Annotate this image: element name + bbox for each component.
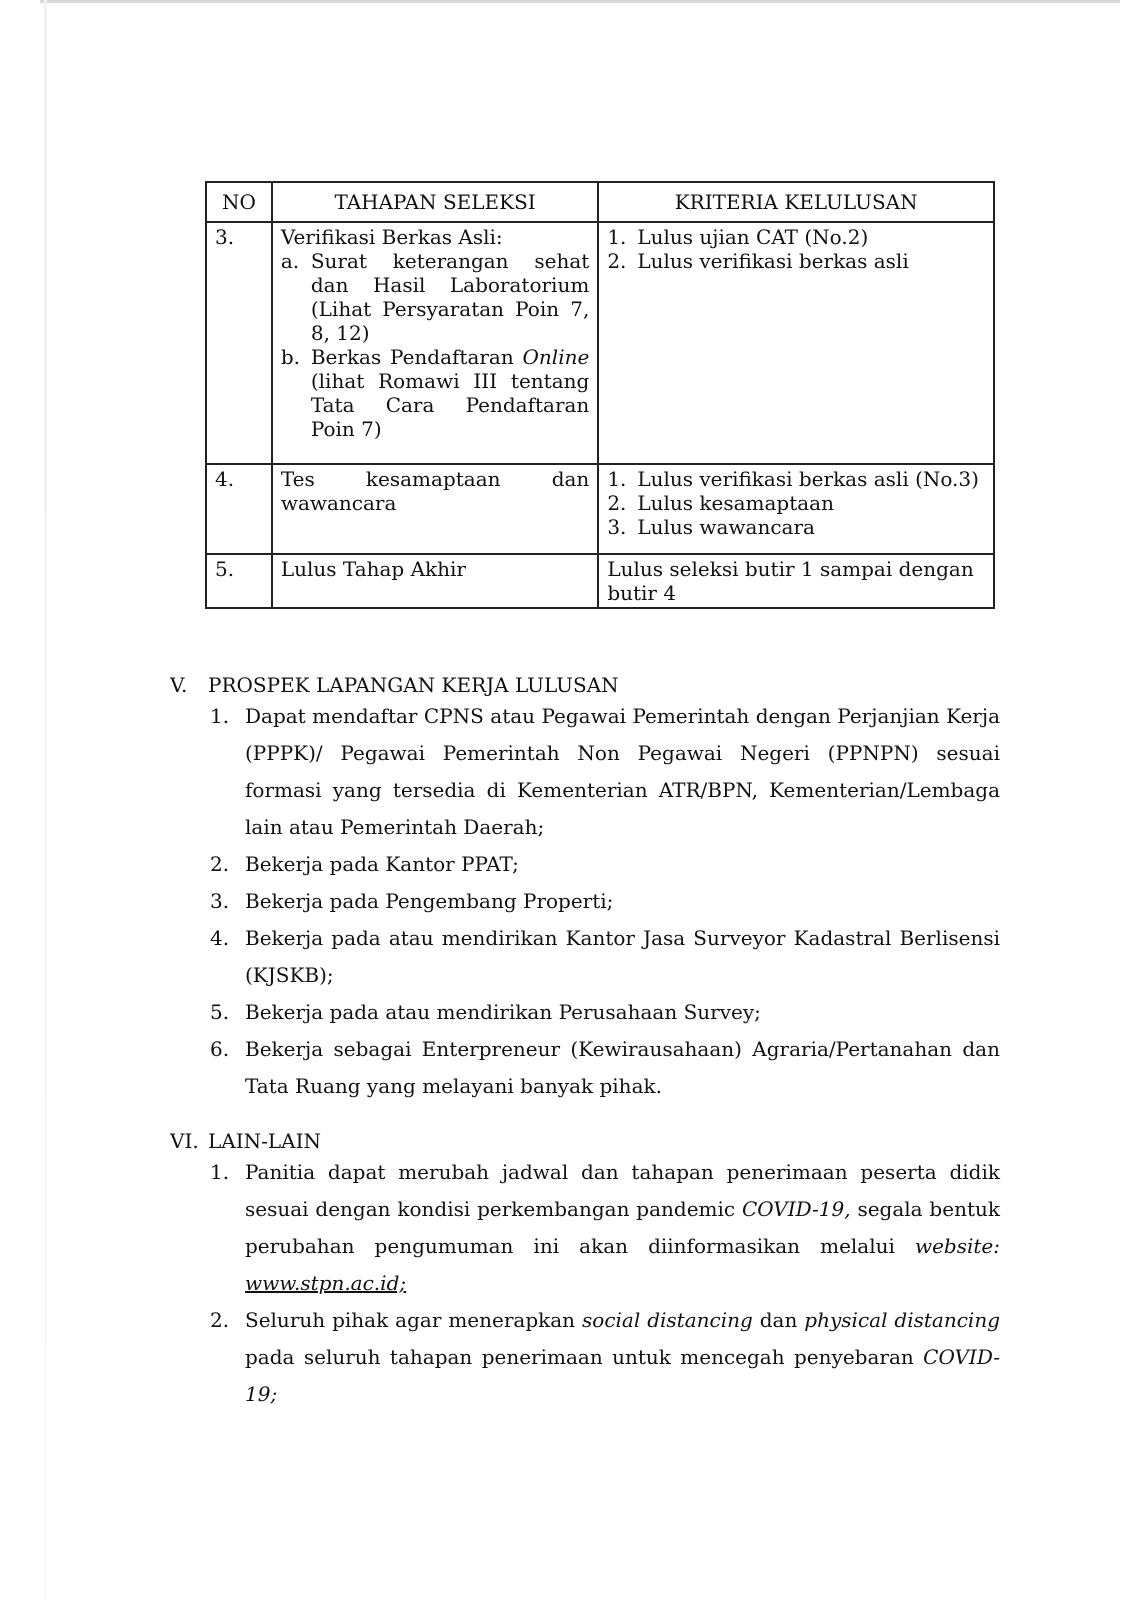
prospek-list bbox=[210, 698, 1000, 1105]
kriteria-item bbox=[607, 249, 985, 273]
sub-text bbox=[311, 345, 589, 441]
item-number: 3. bbox=[210, 889, 230, 913]
section-heading bbox=[170, 1128, 1000, 1154]
table-row bbox=[206, 554, 994, 608]
item-text: Bekerja pada atau mendirikan Perusahaan Survey; bbox=[245, 1000, 761, 1024]
section-prospek bbox=[170, 672, 1000, 1105]
sub-marker: b. bbox=[280, 345, 301, 369]
list-item bbox=[210, 920, 1000, 994]
item-marker: 1. bbox=[607, 467, 627, 491]
emphasis: COVID-19, bbox=[741, 1197, 851, 1221]
item-number: 6. bbox=[210, 1037, 230, 1061]
item-marker: 3. bbox=[607, 515, 627, 539]
row-tahapan bbox=[272, 222, 598, 464]
item-text: Bekerja pada Pengembang Properti; bbox=[245, 889, 614, 913]
item-number: 2. bbox=[210, 1308, 230, 1332]
text-run: (lihat Romawi III tentang Tata Cara Pendaftaran Poin 7) bbox=[310, 369, 590, 441]
header-no: NO bbox=[206, 182, 272, 222]
item-marker: 2. bbox=[607, 249, 627, 273]
item-marker: 1. bbox=[607, 225, 627, 249]
row-no: 5. bbox=[206, 554, 272, 608]
list-item bbox=[210, 1302, 1000, 1413]
row-tahapan: Tes kesamaptaan dan wawancara bbox=[272, 464, 598, 554]
item-text bbox=[245, 1302, 1000, 1413]
row-kriteria bbox=[598, 464, 994, 554]
row-kriteria: Lulus seleksi butir 1 sampai dengan butir 4 bbox=[598, 554, 994, 608]
kriteria-item bbox=[607, 515, 985, 539]
item-text: Lulus verifikasi berkas asli bbox=[637, 249, 909, 273]
item-text bbox=[245, 1154, 1000, 1302]
item-text: Bekerja pada Kantor PPAT; bbox=[245, 852, 519, 876]
text-run: pada seluruh tahapan penerimaan untuk mencegah penyebaran bbox=[245, 1345, 924, 1369]
text-run: Seluruh pihak agar menerapkan bbox=[245, 1308, 583, 1332]
row-no: 3. bbox=[206, 222, 272, 464]
header-kriteria: KRITERIA KELULUSAN bbox=[598, 182, 994, 222]
item-text: Bekerja pada atau mendirikan Kantor Jasa Surveyor Kadastral Berlisensi (KJSKB); bbox=[245, 926, 1000, 987]
section-numeral: V. bbox=[170, 673, 188, 697]
tahapan-sub-b bbox=[281, 345, 589, 441]
emphasis: physical distancing bbox=[804, 1308, 1000, 1332]
emphasis: COVID-19; bbox=[245, 1345, 1000, 1406]
header-tahapan: TAHAPAN SELEKSI bbox=[272, 182, 598, 222]
item-number: 5. bbox=[210, 1000, 230, 1024]
section-title: PROSPEK LAPANGAN KERJA LULUSAN bbox=[208, 673, 619, 697]
section-heading bbox=[170, 672, 1000, 698]
row-tahapan: Lulus Tahap Akhir bbox=[272, 554, 598, 608]
kriteria-item bbox=[607, 491, 985, 515]
table-row bbox=[206, 222, 994, 464]
section-lain-lain bbox=[170, 1128, 1000, 1413]
item-marker: 2. bbox=[607, 491, 627, 515]
emphasis: Online bbox=[522, 345, 590, 369]
tahapan-title: Verifikasi Berkas Asli: bbox=[280, 225, 503, 249]
item-text: Lulus wawancara bbox=[637, 515, 815, 539]
row-no: 4. bbox=[206, 464, 272, 554]
kriteria-item bbox=[607, 467, 985, 491]
website-link[interactable]: www.stpn.ac.id; bbox=[245, 1271, 407, 1295]
table-row bbox=[206, 464, 994, 554]
text-run: Berkas Pendaftaran bbox=[310, 345, 523, 369]
scan-shadow bbox=[44, 0, 47, 1600]
kriteria-item bbox=[607, 225, 985, 249]
list-item bbox=[210, 883, 1000, 920]
item-number: 1. bbox=[210, 1160, 230, 1184]
item-number: 4. bbox=[210, 926, 230, 950]
selection-table bbox=[205, 181, 995, 609]
item-text: Lulus ujian CAT (No.2) bbox=[637, 225, 869, 249]
section-title: LAIN-LAIN bbox=[208, 1129, 322, 1153]
tahapan-sub-a bbox=[281, 249, 589, 345]
item-text: Lulus kesamaptaan bbox=[637, 491, 834, 515]
list-item bbox=[210, 1031, 1000, 1105]
row-kriteria bbox=[598, 222, 994, 464]
sub-marker: a. bbox=[280, 249, 300, 273]
item-number: 2. bbox=[210, 852, 230, 876]
lain-list bbox=[210, 1154, 1000, 1413]
section-numeral: VI. bbox=[170, 1129, 199, 1153]
list-item bbox=[210, 698, 1000, 846]
sub-text: Surat keterangan sehat dan Hasil Laboratorium (Lihat Persyaratan Poin 7, 8, 12) bbox=[310, 249, 590, 345]
text-run: dan bbox=[752, 1308, 805, 1332]
item-text: Dapat mendaftar CPNS atau Pegawai Pemerintah dengan Perjanjian Kerja (PPPK)/ Pegawai Pemerintah Non Pegawai Negeri (PPNPN) sesuai formasi yang tersedia di Kementerian ATR/BPN, Kementerian/Lembaga lain atau Pemerintah Daerah; bbox=[245, 704, 1000, 839]
item-number: 1. bbox=[210, 704, 230, 728]
text-run: segala bentuk perubahan pengumuman ini akan diinformasikan melalui bbox=[245, 1197, 1000, 1258]
item-text: Lulus verifikasi berkas asli (No.3) bbox=[637, 467, 979, 491]
emphasis: website: bbox=[914, 1234, 1000, 1258]
list-item bbox=[210, 1154, 1000, 1302]
scan-edge bbox=[40, 0, 1120, 3]
list-item bbox=[210, 846, 1000, 883]
text-run: Panitia dapat merubah jadwal dan tahapan penerimaan peserta didik sesuai dengan kondisi perkembangan pandemic bbox=[245, 1160, 1000, 1221]
item-text: Bekerja sebagai Enterpreneur (Kewirausahaan) Agraria/Pertanahan dan Tata Ruang yang melayani banyak pihak. bbox=[245, 1037, 1000, 1098]
emphasis: social distancing bbox=[582, 1308, 753, 1332]
table-header-row bbox=[206, 182, 994, 222]
list-item bbox=[210, 994, 1000, 1031]
